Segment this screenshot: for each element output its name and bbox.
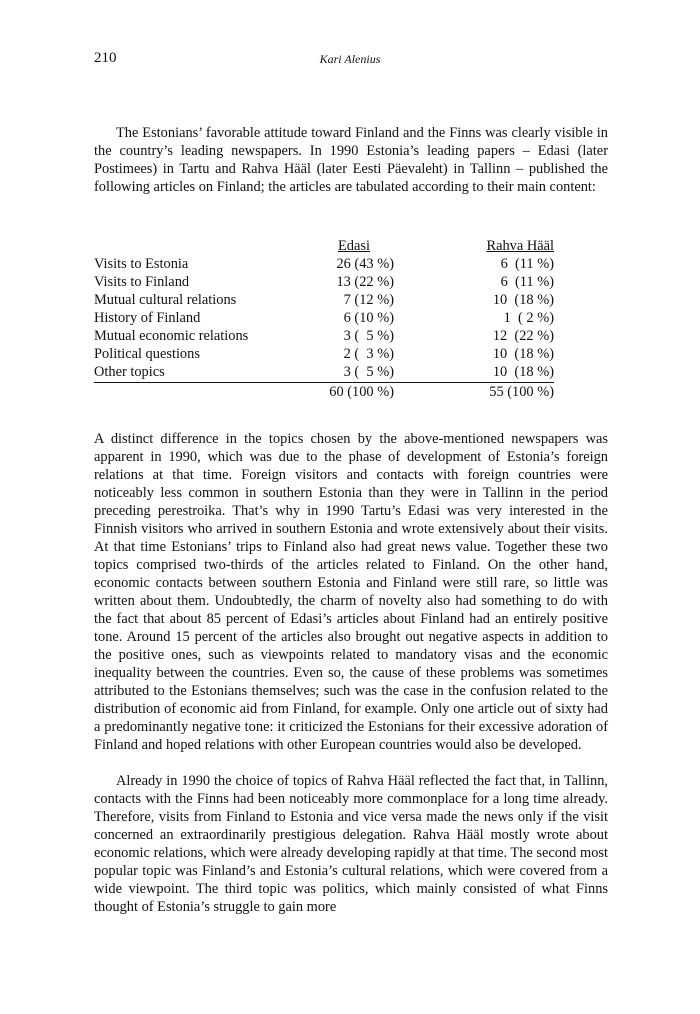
topic-cell: Political questions	[94, 346, 200, 362]
running-head: Kari Alenius	[319, 52, 381, 66]
page-number: 210	[94, 50, 117, 66]
rahva-total: 55 (100 %)	[394, 383, 554, 402]
topic-cell: Mutual cultural relations	[94, 292, 237, 308]
edasi-cell: 26 (43 %)	[336, 256, 394, 272]
paragraph-edasi-analysis: A distinct difference in the topics chosen by the above-mentioned newspapers was apparent in 1990, which was due to the phase of development of Estonia’s foreign relations at that time. Foreign visitors and contacts with foreign countries were noticeably less common in southern Estonia than they were in Tallinn in the period preceding perestroika. That’s why in 1990 Tartu’s Edasi was very interested in the Finnish visitors who arrived in southern Estonia and wrote extensively about their visits. At that time Estonians’ trips to Finland also had great news value. Together these two topics comprised two-thirds of the articles related to Finland. On the other hand, economic contacts between southern Estonia and Finland were still rare, so little was written about them. Undoubtedly, the charm of novelty also had something to do with the fact that about 85 percent of Edasi’s articles about Finland had an entirely positive tone. Around 15 percent of the articles also brought out negative aspects in addition to the positive ones, such as viewpoints related to mandatory visas and the economic inequality between the countries. Even so, the cause of these problems was sometimes attributed to the Estonians themselves; such was the case in the confusion related to the distribution of economic aid from Finland, for example. Only one article out of sixty had a predominantly negative tone: it criticized the Estonians for their excessive adoration of Finland and hoped relations with other European countries would also be developed.	[94, 431, 608, 753]
rahva-cell: 6 (11 %)	[500, 256, 554, 272]
rahva-cell: 10 (18 %)	[492, 292, 554, 308]
rahva-cell: 10 (18 %)	[492, 346, 554, 362]
table-row	[94, 273, 554, 291]
topic-cell: Visits to Finland	[94, 274, 190, 290]
table-row	[94, 327, 554, 345]
table-row	[94, 363, 554, 383]
rahva-cell: 12 (22 %)	[492, 328, 554, 344]
edasi-cell: 13 (22 %)	[336, 274, 394, 290]
edasi-total: 60 (100 %)	[314, 383, 394, 402]
rahva-cell: 10 (18 %)	[492, 364, 554, 380]
rahva-cell: 6 (11 %)	[500, 274, 554, 290]
edasi-cell: 3 ( 5 %)	[343, 328, 394, 344]
table-row	[94, 291, 554, 309]
topic-cell: Visits to Estonia	[94, 256, 189, 272]
edasi-cell: 3 ( 5 %)	[343, 364, 394, 380]
edasi-cell: 7 (12 %)	[343, 292, 394, 308]
topic-cell: History of Finland	[94, 310, 201, 326]
topic-cell: Other topics	[94, 364, 165, 380]
paragraph-rahva-haal-analysis: Already in 1990 the choice of topics of Rahva Hääl reflected the fact that, in Tallinn, contacts with the Finns had been noticeably more commonplace for a long time already. Therefore, visits from Finland to Estonia and vice versa made the news only if the visit concerned an extraordinarily prestigious delegation. Rahva Hääl mostly wrote about economic relations, which were already developing rapidly at that time. The second most popular topic was Finland’s and Estonia’s cultural relations, which were covered from a wide viewpoint. The third topic was politics, which mainly consisted of what Finns thought of Estonia’s struggle to gain more	[94, 773, 608, 915]
table-header-row	[94, 237, 554, 255]
table-row	[94, 345, 554, 363]
column-header-edasi: Edasi	[338, 238, 370, 254]
rahva-cell: 1 ( 2 %)	[503, 310, 554, 326]
articles-table	[94, 237, 554, 401]
edasi-cell: 2 ( 3 %)	[343, 346, 394, 362]
table-row	[94, 255, 554, 273]
table-total-row	[94, 383, 554, 402]
column-header-rahva-haal: Rahva Hääl	[486, 238, 554, 254]
topic-cell: Mutual economic relations	[94, 328, 249, 344]
edasi-cell: 6 (10 %)	[343, 310, 394, 326]
table-row	[94, 309, 554, 327]
paragraph-intro: The Estonians’ favorable attitude toward Finland and the Finns was clearly visible in the country’s leading newspapers. In 1990 Estonia’s leading papers – Edasi (later Postimees) in Tartu and Rahva Hääl (later Eesti Päevaleht) in Tallinn – published the following articles on Finland; the articles are tabulated according to their main content:	[94, 125, 608, 195]
